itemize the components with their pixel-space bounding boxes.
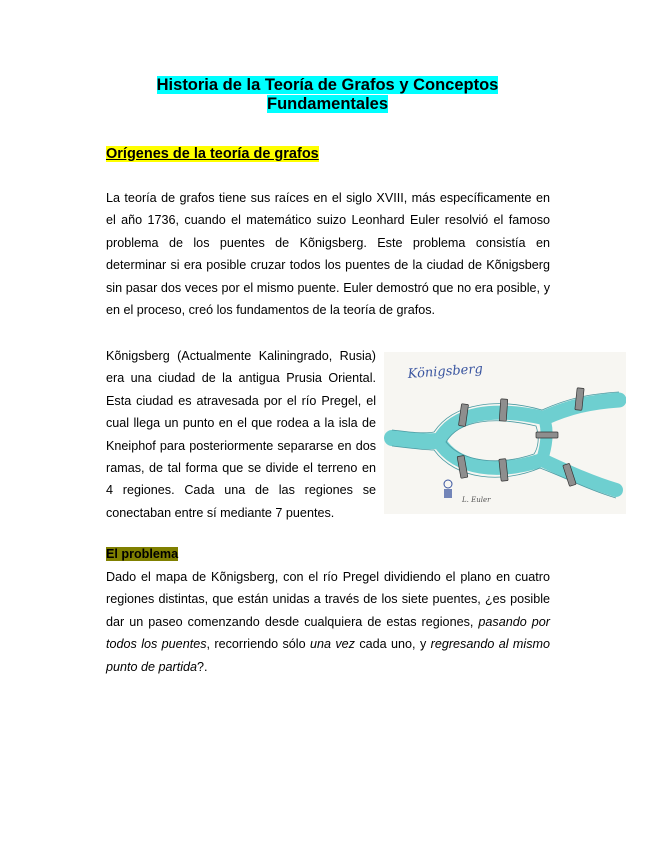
problem-text-2: , recorriendo sólo (206, 637, 310, 652)
problem-italic-3: regresando al mismo punto de partida (106, 637, 550, 674)
section-heading-origins (106, 146, 319, 163)
document-title-text: Historia de la Teoría de Grafos y Conceptos Fundamentales (156, 76, 499, 113)
section-heading-problem-text: El problema (106, 547, 179, 561)
section-heading-origins-text: Orígenes de la teoría de grafos (106, 146, 319, 162)
paragraph-problem (106, 566, 550, 678)
paragraph-origins: La teoría de grafos tiene sus raíces en el siglo XVIII, más específicamente en el año 1736, cuando el matemático suizo Leonhard Euler resolvió el famoso problema de los puentes de Kõnigsberg. Este problema consistía en determinar si era posible cruzar todos los puentes de la ciudad de Kõnigsberg sin pasar dos veces por el mismo puente. Euler demostró que no era posible, y en el proceso, creó los fundamentos de la teoría de grafos. (106, 191, 550, 318)
problem-text-4: ?. (197, 659, 208, 674)
document-title (100, 76, 555, 114)
konigsberg-map-drawing (384, 352, 626, 514)
problem-text-1: Dado el mapa de Kõnigsberg, con el río Pregel dividiendo el plano en cuatro regiones distintas, que están unidas a través de los siete puentes, ¿es posible dar un paseo comenzando desde cualquiera de estas regiones, (106, 570, 550, 629)
paragraph-konigsberg: Kõnigsberg (Actualmente Kaliningrado, Rusia) era una ciudad de la antigua Prusia Oriental. Esta ciudad es atravesada por el río Pregel, el cual llega un punto en el que rodea a la isla de Kneiphof para posteriormente separarse en dos ramas, de tal forma que se divide el terreno en 4 regiones. Cada una de las regiones se conectaban entre sí mediante 7 puentes. (106, 349, 376, 520)
bridge-2 (499, 399, 508, 421)
bridge-5 (536, 432, 558, 438)
map-label: Königsberg (407, 361, 484, 382)
problem-italic-1: pasando por todos los puentes (106, 614, 550, 652)
section-heading-problem (106, 546, 178, 562)
euler-figure (444, 480, 452, 498)
map-signature: L. Euler (462, 496, 491, 504)
problem-text-3: cada uno, y (354, 637, 431, 652)
konigsberg-map-sketch (384, 352, 626, 514)
problem-italic-2: una vez (309, 637, 355, 652)
